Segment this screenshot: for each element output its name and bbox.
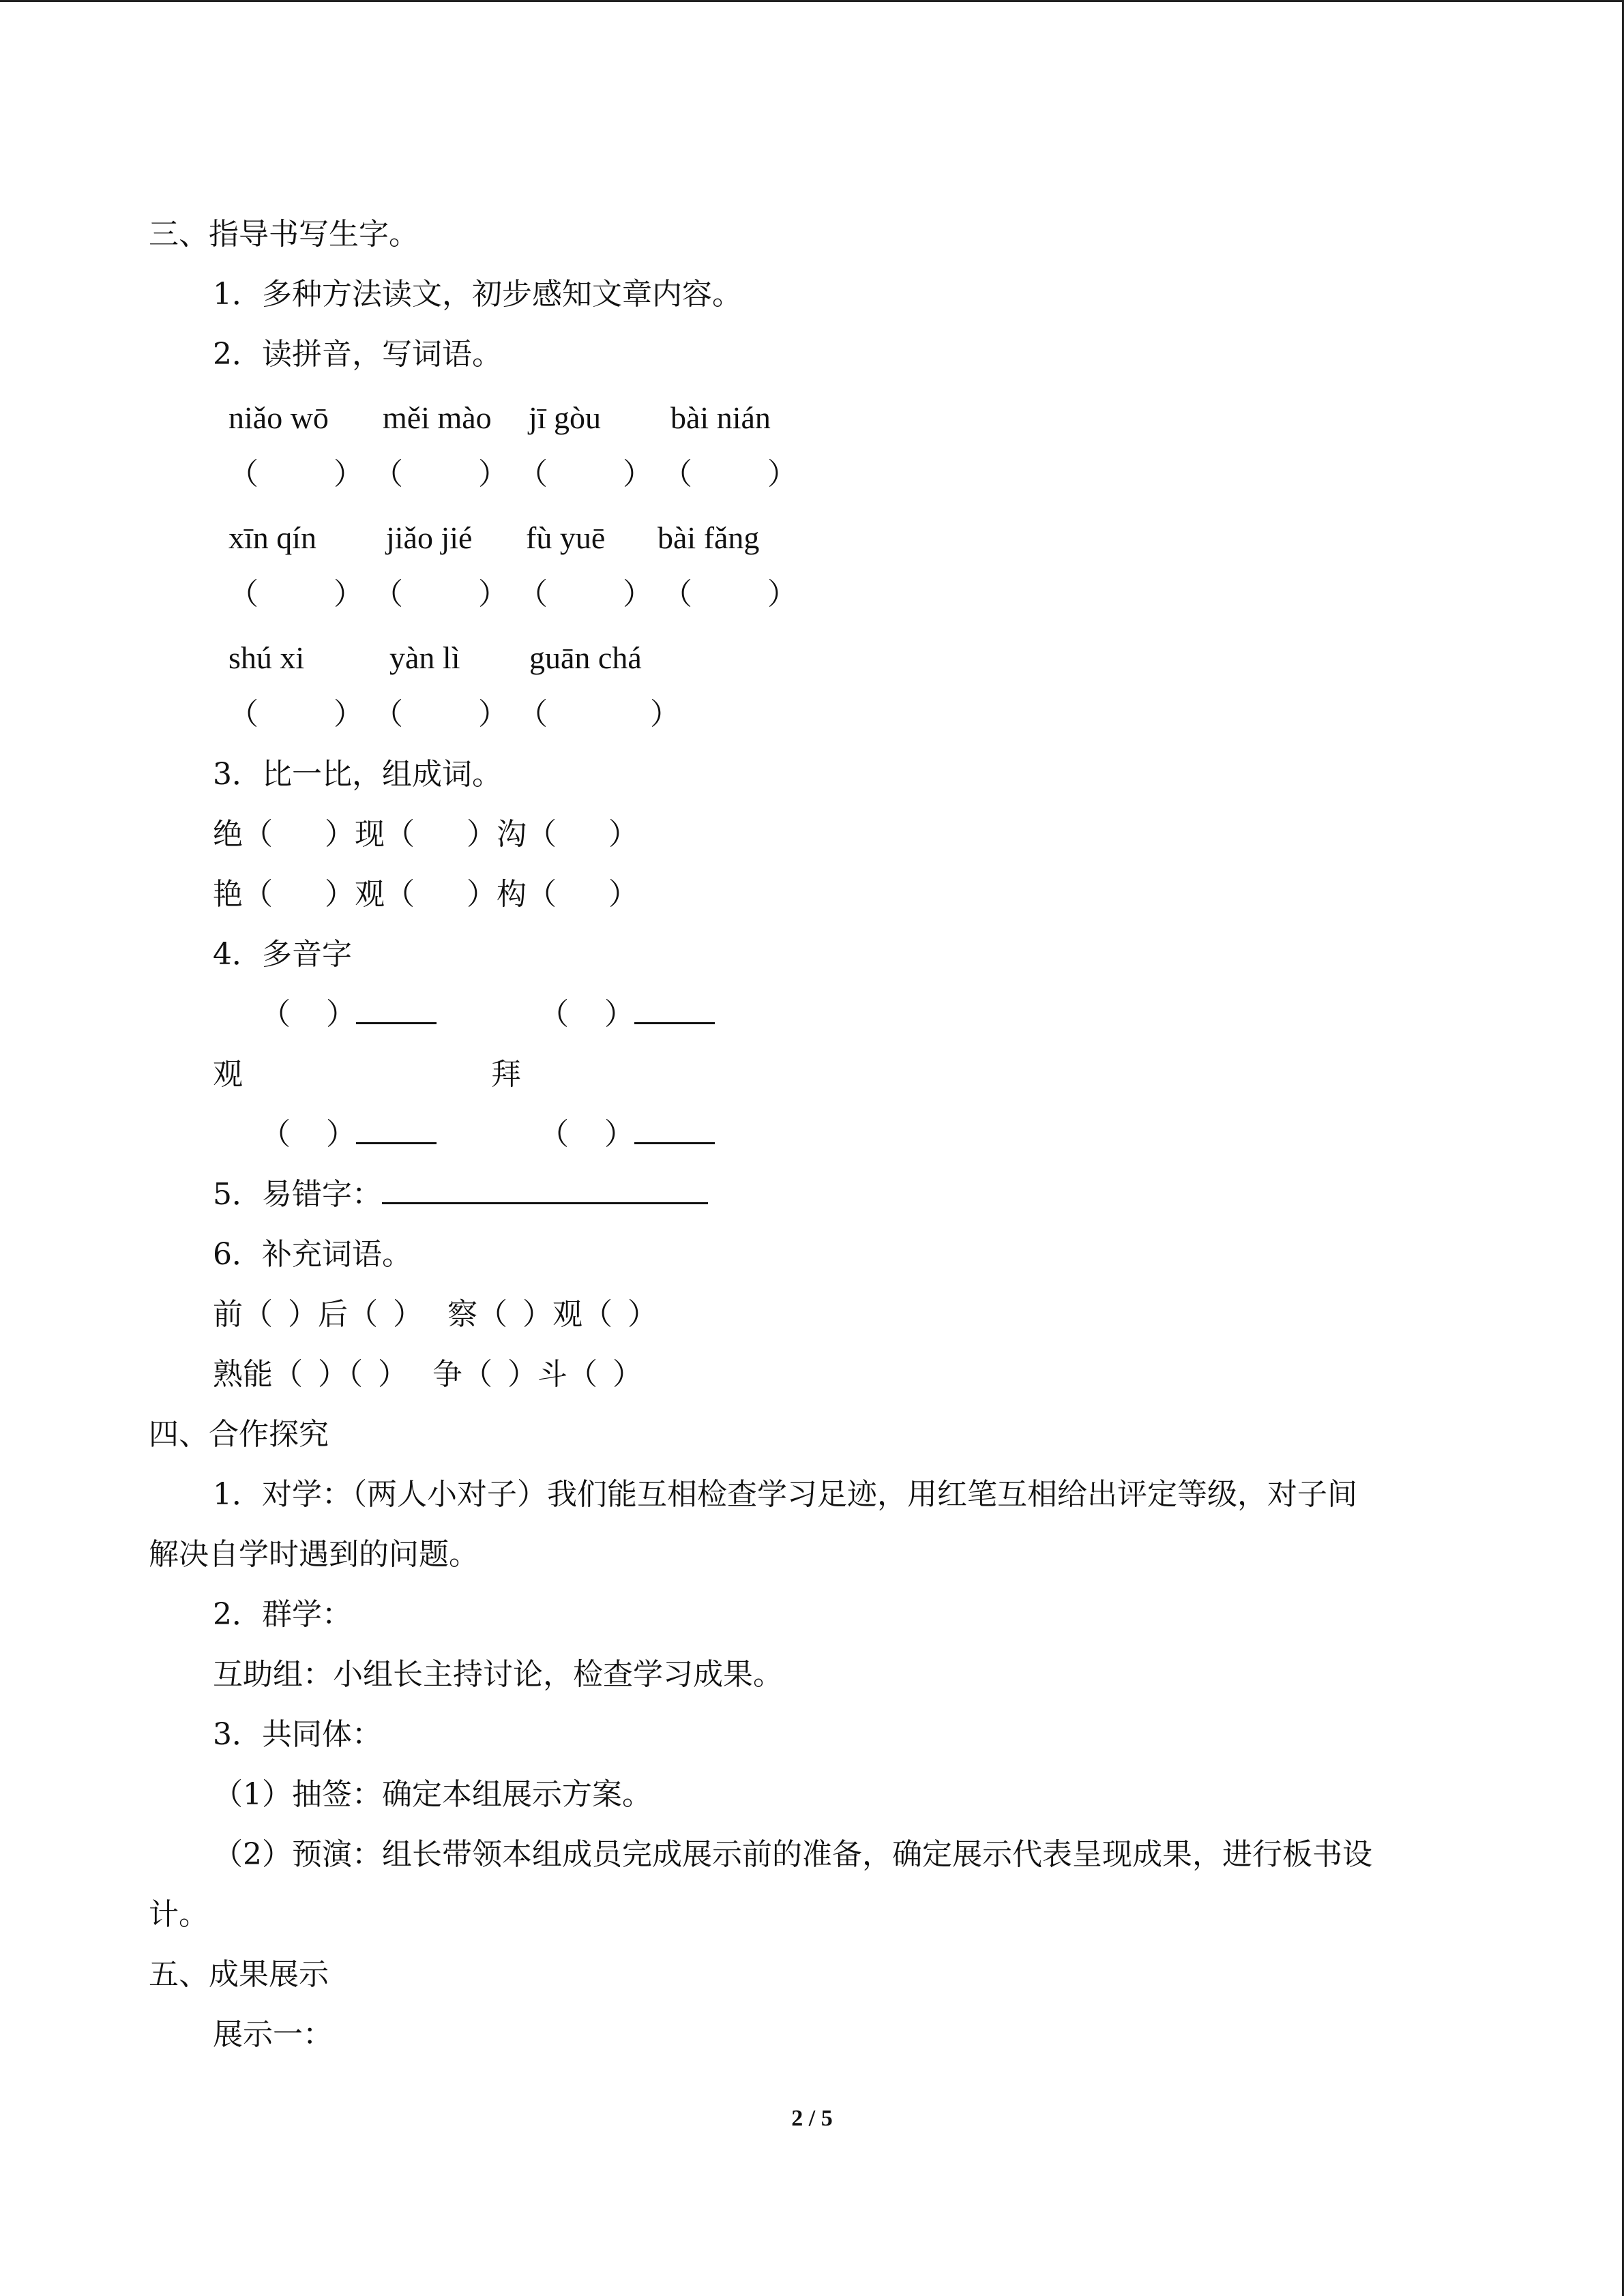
bracket-close: ） <box>623 457 653 492</box>
bracket-close: ） <box>378 1357 408 1392</box>
bracket-close: ） <box>628 1297 658 1332</box>
bracket-close: ） <box>612 1357 643 1392</box>
bracket-close: ） <box>478 697 508 732</box>
bracket-open: （ <box>373 697 403 732</box>
bracket-open: （ <box>662 457 692 492</box>
bracket-close: ） <box>326 997 356 1032</box>
item5-blank <box>382 1197 708 1204</box>
bracket-close: ） <box>608 817 638 852</box>
bracket-close: ） <box>325 817 355 852</box>
bracket-open: （ <box>527 877 557 912</box>
compare-row2 <box>213 877 638 912</box>
pinyin-3-1: shú xi <box>228 640 305 675</box>
pinyin-3-2: yàn lì <box>389 640 460 675</box>
bracket-close: ） <box>604 997 634 1032</box>
bracket-open: （ <box>385 877 415 912</box>
bracket-open: （ <box>582 1297 612 1332</box>
bracket-open: （ <box>462 1357 492 1392</box>
pinyin-1-3: jī gòu <box>529 400 602 435</box>
bracket-close: ） <box>326 1117 356 1152</box>
idiom-char: 后 <box>318 1297 348 1332</box>
idiom-row1 <box>213 1297 658 1332</box>
bracket-open: （ <box>477 1297 507 1332</box>
bracket-open: （ <box>373 457 403 492</box>
section3-title: 三、指导书写生字。 <box>149 217 419 252</box>
polyphone-2-reading-b <box>539 1117 715 1152</box>
pinyin-1-1: niǎo wō <box>228 400 329 435</box>
compare-char: 绝 <box>213 817 243 852</box>
bracket-open: （ <box>228 457 259 492</box>
section4-title: 四、合作探究 <box>149 1417 329 1452</box>
bracket-close: ） <box>650 697 680 732</box>
section4-item3-sub1: （1）抽签：确定本组展示方案。 <box>213 1777 652 1812</box>
bracket-close: ） <box>393 1297 423 1332</box>
bracket-close: ） <box>334 577 364 612</box>
section3-item6: 6．补充词语。 <box>213 1237 412 1272</box>
pinyin-2-3: fù yuē <box>526 520 606 555</box>
bracket-open: （ <box>539 1117 569 1152</box>
answer-brackets-row1 <box>228 457 797 492</box>
bracket-open: （ <box>243 817 273 852</box>
bracket-open: （ <box>527 817 557 852</box>
bracket-close: ） <box>623 577 653 612</box>
section4-item1-line2: 解决自学时遇到的问题。 <box>149 1537 479 1572</box>
bracket-close: ） <box>334 457 364 492</box>
page-number: 2 / 5 <box>791 2106 833 2131</box>
bracket-open: （ <box>662 577 692 612</box>
section5-item1: 展示一： <box>213 2017 333 2052</box>
section5-title: 五、成果展示 <box>149 1957 329 1992</box>
compare-char: 沟 <box>497 817 527 852</box>
idiom-char: 观 <box>552 1297 582 1332</box>
section3-item3: 3．比一比，组成词。 <box>213 757 502 792</box>
compare-char: 构 <box>497 877 527 912</box>
answer-brackets-row2 <box>228 577 797 612</box>
bracket-open: （ <box>261 1117 291 1152</box>
bracket-close: ） <box>608 877 638 912</box>
bracket-open: （ <box>385 817 415 852</box>
idiom-char: 察 <box>447 1297 477 1332</box>
bracket-open: （ <box>243 1297 273 1332</box>
section3-item4: 4．多音字 <box>213 937 352 972</box>
pinyin-2-1: xīn qín <box>228 520 317 555</box>
bracket-close: ） <box>288 1297 318 1332</box>
section3-item5 <box>213 1177 708 1212</box>
compare-row1 <box>213 817 638 852</box>
compare-char: 艳 <box>213 877 243 912</box>
pinyin-2-2: jiǎo jié <box>386 520 473 555</box>
polyphone-char-1: 观 <box>213 1057 243 1092</box>
bracket-open: （ <box>539 997 569 1032</box>
bracket-close: ） <box>467 877 497 912</box>
section4-item3: 3．共同体： <box>213 1717 382 1752</box>
bracket-open: （ <box>373 577 403 612</box>
bracket-open: （ <box>567 1357 597 1392</box>
bracket-open: （ <box>518 457 548 492</box>
bracket-open: （ <box>273 1357 303 1392</box>
section3-item1: 1．多种方法读文，初步感知文章内容。 <box>213 277 742 312</box>
bracket-close: ） <box>767 457 797 492</box>
bracket-open: （ <box>518 577 548 612</box>
pinyin-3-3: guān chá <box>529 640 642 675</box>
pinyin-2-4: bài fǎng <box>658 520 760 555</box>
section4-item2: 2．群学： <box>213 1597 352 1632</box>
bracket-open: （ <box>261 997 291 1032</box>
pinyin-1-2: měi mào <box>383 400 492 435</box>
polyphone-1-reading-b <box>261 1117 437 1152</box>
idiom-char: 斗 <box>537 1357 567 1392</box>
polyphone-char-2: 拜 <box>491 1057 521 1092</box>
section4-item2-sub: 互助组：小组长主持讨论，检查学习成果。 <box>213 1657 783 1692</box>
answer-brackets-row3 <box>228 697 680 732</box>
section4-item3-sub2-line2: 计。 <box>149 1897 209 1932</box>
bracket-close: ） <box>318 1357 348 1392</box>
pinyin-1-4: bài nián <box>670 400 771 435</box>
bracket-close: ） <box>467 817 497 852</box>
bracket-close: ） <box>522 1297 552 1332</box>
bracket-close: ） <box>478 457 508 492</box>
bracket-open: （ <box>348 1297 378 1332</box>
idiom-char: 前 <box>213 1297 243 1332</box>
idiom-char: 争 <box>432 1357 462 1392</box>
bracket-close: ） <box>507 1357 537 1392</box>
bracket-open: （ <box>348 1357 363 1392</box>
bracket-close: ） <box>604 1117 634 1152</box>
bracket-close: ） <box>325 877 355 912</box>
polyphone-1-reading-a <box>261 997 437 1032</box>
section4-item3-sub2-line1: （2）预演：组长带领本组成员完成展示前的准备，确定展示代表呈现成果，进行板书设 <box>213 1837 1372 1872</box>
compare-char: 观 <box>355 877 385 912</box>
polyphone-2-reading-a <box>539 997 715 1032</box>
compare-char: 现 <box>355 817 385 852</box>
idiom-chars: 熟能 <box>213 1357 273 1392</box>
bracket-close: ） <box>767 577 797 612</box>
bracket-open: （ <box>228 577 259 612</box>
section3-item2: 2．读拼音，写词语。 <box>213 337 502 372</box>
item5-label: 5．易错字： <box>213 1177 382 1212</box>
bracket-open: （ <box>228 697 259 732</box>
bracket-open: （ <box>243 877 273 912</box>
bracket-open: （ <box>518 697 548 732</box>
bracket-close: ） <box>478 577 508 612</box>
idiom-row2 <box>213 1357 643 1392</box>
section4-item1-line1: 1．对学：（两人小对子）我们能互相检查学习足迹，用红笔互相给出评定等级，对子间 <box>213 1477 1357 1512</box>
bracket-close: ） <box>334 697 364 732</box>
page-top-border <box>0 0 1624 2</box>
